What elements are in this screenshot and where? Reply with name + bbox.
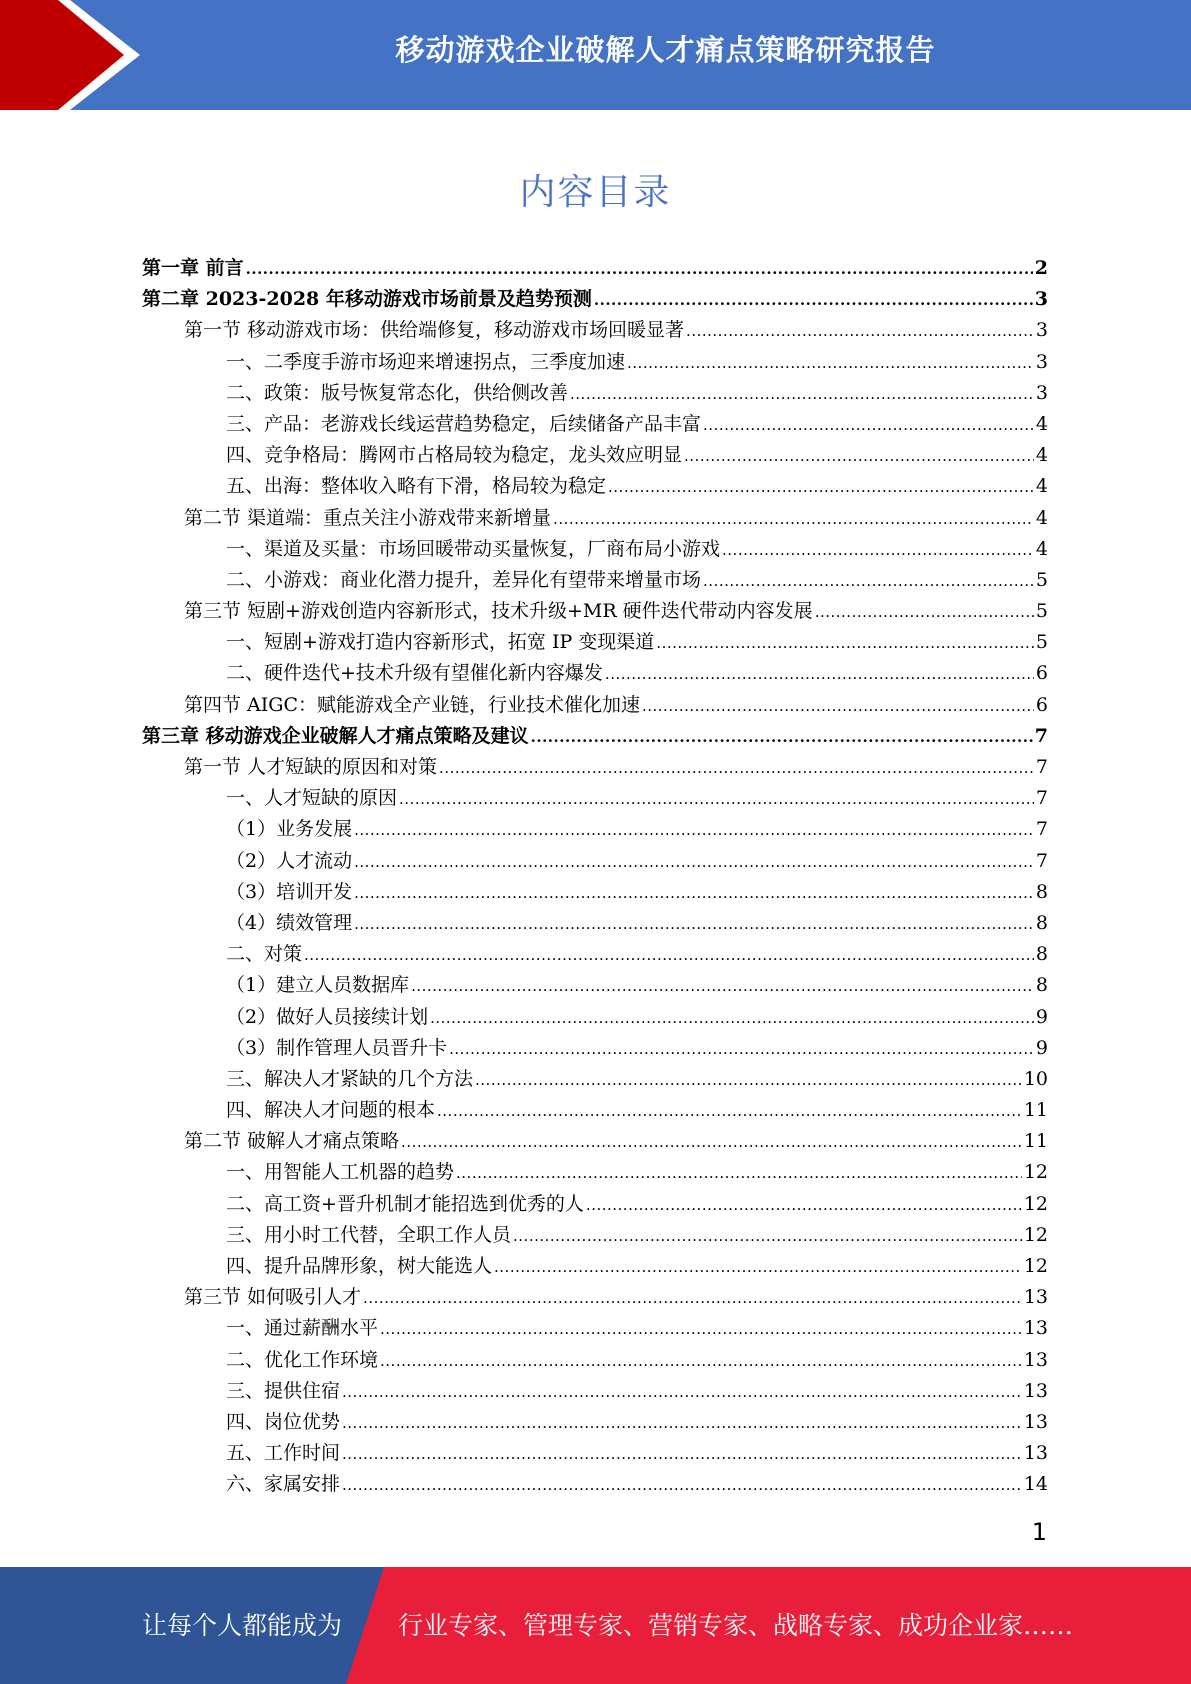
- toc-entry[interactable]: [142, 1376, 1048, 1407]
- toc-entry-page: 13: [1023, 1348, 1048, 1371]
- toc-dot-leader: [686, 316, 1034, 347]
- toc-entry-page: 13: [1023, 1410, 1048, 1433]
- toc-entry[interactable]: [142, 1064, 1048, 1095]
- toc-dot-leader: [494, 1252, 1022, 1283]
- toc-entry-text: 一、渠道及买量：市场回暖带动买量恢复，厂商布局小游戏: [226, 537, 721, 560]
- toc-entry[interactable]: [142, 1313, 1048, 1344]
- toc-dot-leader: [437, 1096, 1022, 1127]
- toc-dot-leader: [722, 535, 1034, 566]
- toc-entry[interactable]: [142, 690, 1048, 721]
- report-header: [0, 0, 1191, 110]
- toc-dot-leader: [430, 1003, 1034, 1034]
- toc-entry-page: 13: [1023, 1317, 1048, 1340]
- toc-entry[interactable]: [142, 347, 1048, 378]
- toc-entry-page: 11: [1023, 1099, 1048, 1122]
- toc-dot-leader: [439, 753, 1034, 784]
- toc-dot-leader: [642, 691, 1034, 722]
- toc-entry-text: 一、通过薪酬水平: [226, 1317, 379, 1340]
- toc-dot-leader: [411, 971, 1034, 1002]
- toc-entry-page: 13: [1023, 1286, 1048, 1309]
- toc-entry-page: 4: [1035, 412, 1048, 435]
- toc-entry-page: 6: [1035, 662, 1048, 685]
- toc-entry-page: 4: [1035, 444, 1048, 467]
- toc-dot-leader: [304, 940, 1034, 971]
- toc-entry[interactable]: [142, 315, 1048, 346]
- toc-dot-leader: [815, 597, 1034, 628]
- toc-entry-text: 第三章 移动游戏企业破解人才痛点策略及建议: [142, 724, 529, 747]
- toc-entry-text: 四、提升品牌形象，树大能选人: [226, 1255, 493, 1277]
- toc-entry-page: 10: [1023, 1067, 1048, 1090]
- toc-dot-leader: [586, 1190, 1022, 1221]
- toc-entry[interactable]: [142, 658, 1048, 689]
- toc-entry-page: 7: [1035, 849, 1048, 872]
- toc-entry[interactable]: [142, 1469, 1048, 1500]
- toc-entry-text: 三、解决人才紧缺的几个方法: [226, 1067, 474, 1090]
- toc-entry[interactable]: [142, 284, 1048, 315]
- toc-dot-leader: [608, 472, 1034, 503]
- toc-entry[interactable]: [142, 1251, 1048, 1282]
- toc-entry[interactable]: [142, 939, 1048, 970]
- toc-entry-text: 第一章 前言: [142, 257, 244, 279]
- toc-entry-text: 第二章 2023-2028 年移动游戏市场前景及趋势预测: [142, 288, 592, 311]
- toc-dot-leader: [354, 878, 1034, 909]
- toc-entry-text: 三、用小时工代替，全职工作人员: [226, 1223, 512, 1246]
- toc-entry[interactable]: [142, 503, 1048, 534]
- toc-entry-text: 五、出海：整体收入略有下滑，格局较为稳定: [226, 475, 607, 498]
- toc-entry-text: 一、短剧+游戏打造内容新形式，拓宽 IP 变现渠道: [226, 631, 655, 654]
- toc-entry-page: 12: [1023, 1192, 1048, 1215]
- toc-title: 内容目录: [519, 172, 672, 213]
- toc-entry-text: 二、对策: [226, 943, 303, 966]
- toc-list: [142, 253, 1048, 1501]
- toc-entry[interactable]: [142, 565, 1048, 596]
- toc-entry-page: 2: [1034, 257, 1048, 279]
- toc-entry-page: 7: [1034, 724, 1048, 747]
- toc-entry-text: 第四节 AIGC：赋能游戏全产业链，行业技术催化加速: [184, 693, 640, 716]
- toc-entry-page: 14: [1023, 1473, 1048, 1496]
- toc-entry-page: 8: [1035, 911, 1048, 934]
- toc-entry[interactable]: [142, 1220, 1048, 1251]
- toc-entry-text: 第二节 渠道端：重点关注小游戏带来新增量: [184, 506, 552, 529]
- toc-dot-leader: [656, 628, 1034, 659]
- toc-dot-leader: [342, 1408, 1022, 1439]
- toc-entry-page: 13: [1023, 1379, 1048, 1402]
- toc-dot-leader: [627, 348, 1034, 379]
- toc-dot-leader: [363, 1283, 1022, 1314]
- toc-entry-page: 7: [1035, 818, 1048, 841]
- toc-entry[interactable]: [142, 1126, 1048, 1157]
- toc-entry-text: 四、解决人才问题的根本: [226, 1099, 436, 1122]
- toc-entry-page: 5: [1035, 600, 1048, 623]
- toc-entry-text: 第一节 移动游戏市场：供给端修复，移动游戏市场回暖显著: [184, 319, 685, 342]
- toc-entry-text: （1）业务发展: [226, 818, 353, 841]
- toc-entry[interactable]: [142, 1033, 1048, 1064]
- toc-entry-text: 四、岗位优势: [226, 1410, 341, 1433]
- toc-dot-leader: [684, 441, 1034, 472]
- toc-entry-text: （3）制作管理人员晋升卡: [226, 1036, 448, 1059]
- toc-entry-page: 7: [1035, 787, 1048, 810]
- toc-entry-page: 7: [1035, 756, 1048, 778]
- toc-entry-text: 第三节 如何吸引人才: [184, 1286, 362, 1309]
- toc-entry[interactable]: [142, 970, 1048, 1001]
- toc-dot-leader: [570, 379, 1034, 410]
- toc-entry-page: 4: [1035, 506, 1048, 529]
- toc-entry-page: 8: [1035, 880, 1048, 903]
- toc-entry[interactable]: [142, 409, 1048, 440]
- footer-banner: [0, 1567, 1191, 1684]
- toc-entry-page: 4: [1035, 475, 1048, 498]
- toc-dot-leader: [354, 815, 1034, 846]
- toc-entry[interactable]: [142, 1189, 1048, 1220]
- report-title: 移动游戏企业破解人才痛点策略研究报告: [395, 33, 936, 67]
- toc-entry-page: 3: [1035, 381, 1048, 404]
- toc-dot-leader: [513, 1221, 1022, 1252]
- toc-entry[interactable]: [142, 783, 1048, 814]
- toc-entry-page: 5: [1035, 568, 1048, 591]
- toc-entry[interactable]: [142, 534, 1048, 565]
- toc-entry-page: 3: [1035, 350, 1048, 373]
- toc-entry-text: 第二节 破解人才痛点策略: [184, 1130, 400, 1153]
- footer-slogan-right: 行业专家、管理专家、营销专家、战略专家、成功企业家……: [398, 1611, 1074, 1640]
- toc-entry-text: 二、优化工作环境: [226, 1348, 379, 1371]
- toc-entry[interactable]: [142, 1002, 1048, 1033]
- toc-entry-page: 5: [1035, 631, 1048, 654]
- toc-dot-leader: [246, 254, 1033, 285]
- toc-entry[interactable]: [142, 1407, 1048, 1438]
- toc-entry-text: 第一节 人才短缺的原因和对策: [184, 756, 438, 778]
- page-number: 1: [1031, 1518, 1047, 1546]
- toc-entry[interactable]: [142, 596, 1048, 627]
- toc-entry[interactable]: [142, 440, 1048, 471]
- toc-entry-text: 六、家属安排: [226, 1473, 341, 1496]
- toc-entry-page: 4: [1035, 537, 1048, 560]
- toc-dot-leader: [399, 784, 1034, 815]
- toc-dot-leader: [605, 659, 1034, 690]
- toc-entry-text: 三、提供住宿: [226, 1379, 341, 1402]
- toc-entry-page: 12: [1023, 1161, 1048, 1184]
- toc-entry-page: 12: [1023, 1255, 1048, 1277]
- toc-dot-leader: [354, 909, 1034, 940]
- toc-entry[interactable]: [142, 471, 1048, 502]
- toc-entry-text: 第三节 短剧+游戏创造内容新形式，技术升级+MR 硬件迭代带动内容发展: [184, 600, 813, 623]
- toc-entry-text: （2）做好人员接续计划: [226, 1005, 429, 1028]
- toc-dot-leader: [594, 285, 1033, 316]
- toc-entry-text: 四、竞争格局：腾网市占格局较为稳定，龙头效应明显: [226, 444, 683, 467]
- toc-entry-page: 12: [1023, 1223, 1048, 1246]
- toc-dot-leader: [703, 410, 1034, 441]
- toc-dot-leader: [342, 1470, 1022, 1501]
- toc-dot-leader: [342, 1377, 1022, 1408]
- toc-entry-text: 二、高工资+晋升机制才能招选到优秀的人: [226, 1192, 584, 1215]
- toc-dot-leader: [475, 1065, 1022, 1096]
- toc-entry[interactable]: [142, 627, 1048, 658]
- header-arrow-icon: [0, 0, 160, 110]
- toc-entry[interactable]: [142, 846, 1048, 877]
- toc-entry[interactable]: [142, 752, 1048, 783]
- toc-dot-leader: [401, 1127, 1022, 1158]
- toc-entry[interactable]: [142, 1282, 1048, 1313]
- toc-entry[interactable]: [142, 877, 1048, 908]
- toc-entry-text: 二、小游戏：商业化潜力提升，差异化有望带来增量市场: [226, 568, 702, 591]
- toc-entry[interactable]: [142, 1095, 1048, 1126]
- toc-dot-leader: [342, 1439, 1022, 1470]
- toc-entry-text: 二、硬件迭代+技术升级有望催化新内容爆发: [226, 662, 603, 685]
- toc-dot-leader: [553, 504, 1034, 535]
- toc-entry[interactable]: [142, 378, 1048, 409]
- toc-dot-leader: [449, 1034, 1034, 1065]
- toc-entry[interactable]: [142, 253, 1048, 284]
- toc-entry[interactable]: [142, 814, 1048, 845]
- footer-slogan-left: 让每个人都能成为: [142, 1611, 343, 1640]
- toc-dot-leader: [456, 1158, 1022, 1189]
- toc-entry-text: 一、二季度手游市场迎来增速拐点，三季度加速: [226, 350, 626, 373]
- toc-entry-page: 9: [1035, 1005, 1048, 1028]
- toc-dot-leader: [380, 1346, 1022, 1377]
- toc-entry-page: 3: [1034, 288, 1048, 311]
- toc-entry[interactable]: [142, 1345, 1048, 1376]
- toc-entry-text: 三、产品：老游戏长线运营趋势稳定，后续储备产品丰富: [226, 412, 702, 435]
- toc-entry-text: 一、用智能人工机器的趋势: [226, 1161, 455, 1184]
- toc-entry-text: （1）建立人员数据库: [226, 974, 410, 997]
- toc-entry-text: 一、人才短缺的原因: [226, 787, 398, 810]
- toc-entry-page: 8: [1035, 974, 1048, 997]
- toc-dot-leader: [380, 1314, 1022, 1345]
- toc-entry-page: 11: [1023, 1130, 1048, 1153]
- toc-dot-leader: [354, 847, 1034, 878]
- toc-entry-page: 13: [1023, 1442, 1048, 1465]
- toc-entry-text: （4）绩效管理: [226, 911, 353, 934]
- toc-entry[interactable]: [142, 1438, 1048, 1469]
- toc-entry-page: 9: [1035, 1036, 1048, 1059]
- toc-entry[interactable]: [142, 908, 1048, 939]
- toc-entry-page: 8: [1035, 943, 1048, 966]
- toc-entry-text: 五、工作时间: [226, 1442, 341, 1465]
- toc-dot-leader: [531, 722, 1033, 753]
- toc-entry-page: 6: [1035, 693, 1048, 716]
- toc-entry-text: （3）培训开发: [226, 880, 353, 903]
- toc-entry-text: （2）人才流动: [226, 849, 353, 872]
- toc-entry[interactable]: [142, 1157, 1048, 1188]
- toc-entry-page: 3: [1035, 319, 1048, 342]
- toc-entry[interactable]: [142, 721, 1048, 752]
- toc-dot-leader: [703, 566, 1034, 597]
- toc-entry-text: 二、政策：版号恢复常态化，供给侧改善: [226, 381, 569, 404]
